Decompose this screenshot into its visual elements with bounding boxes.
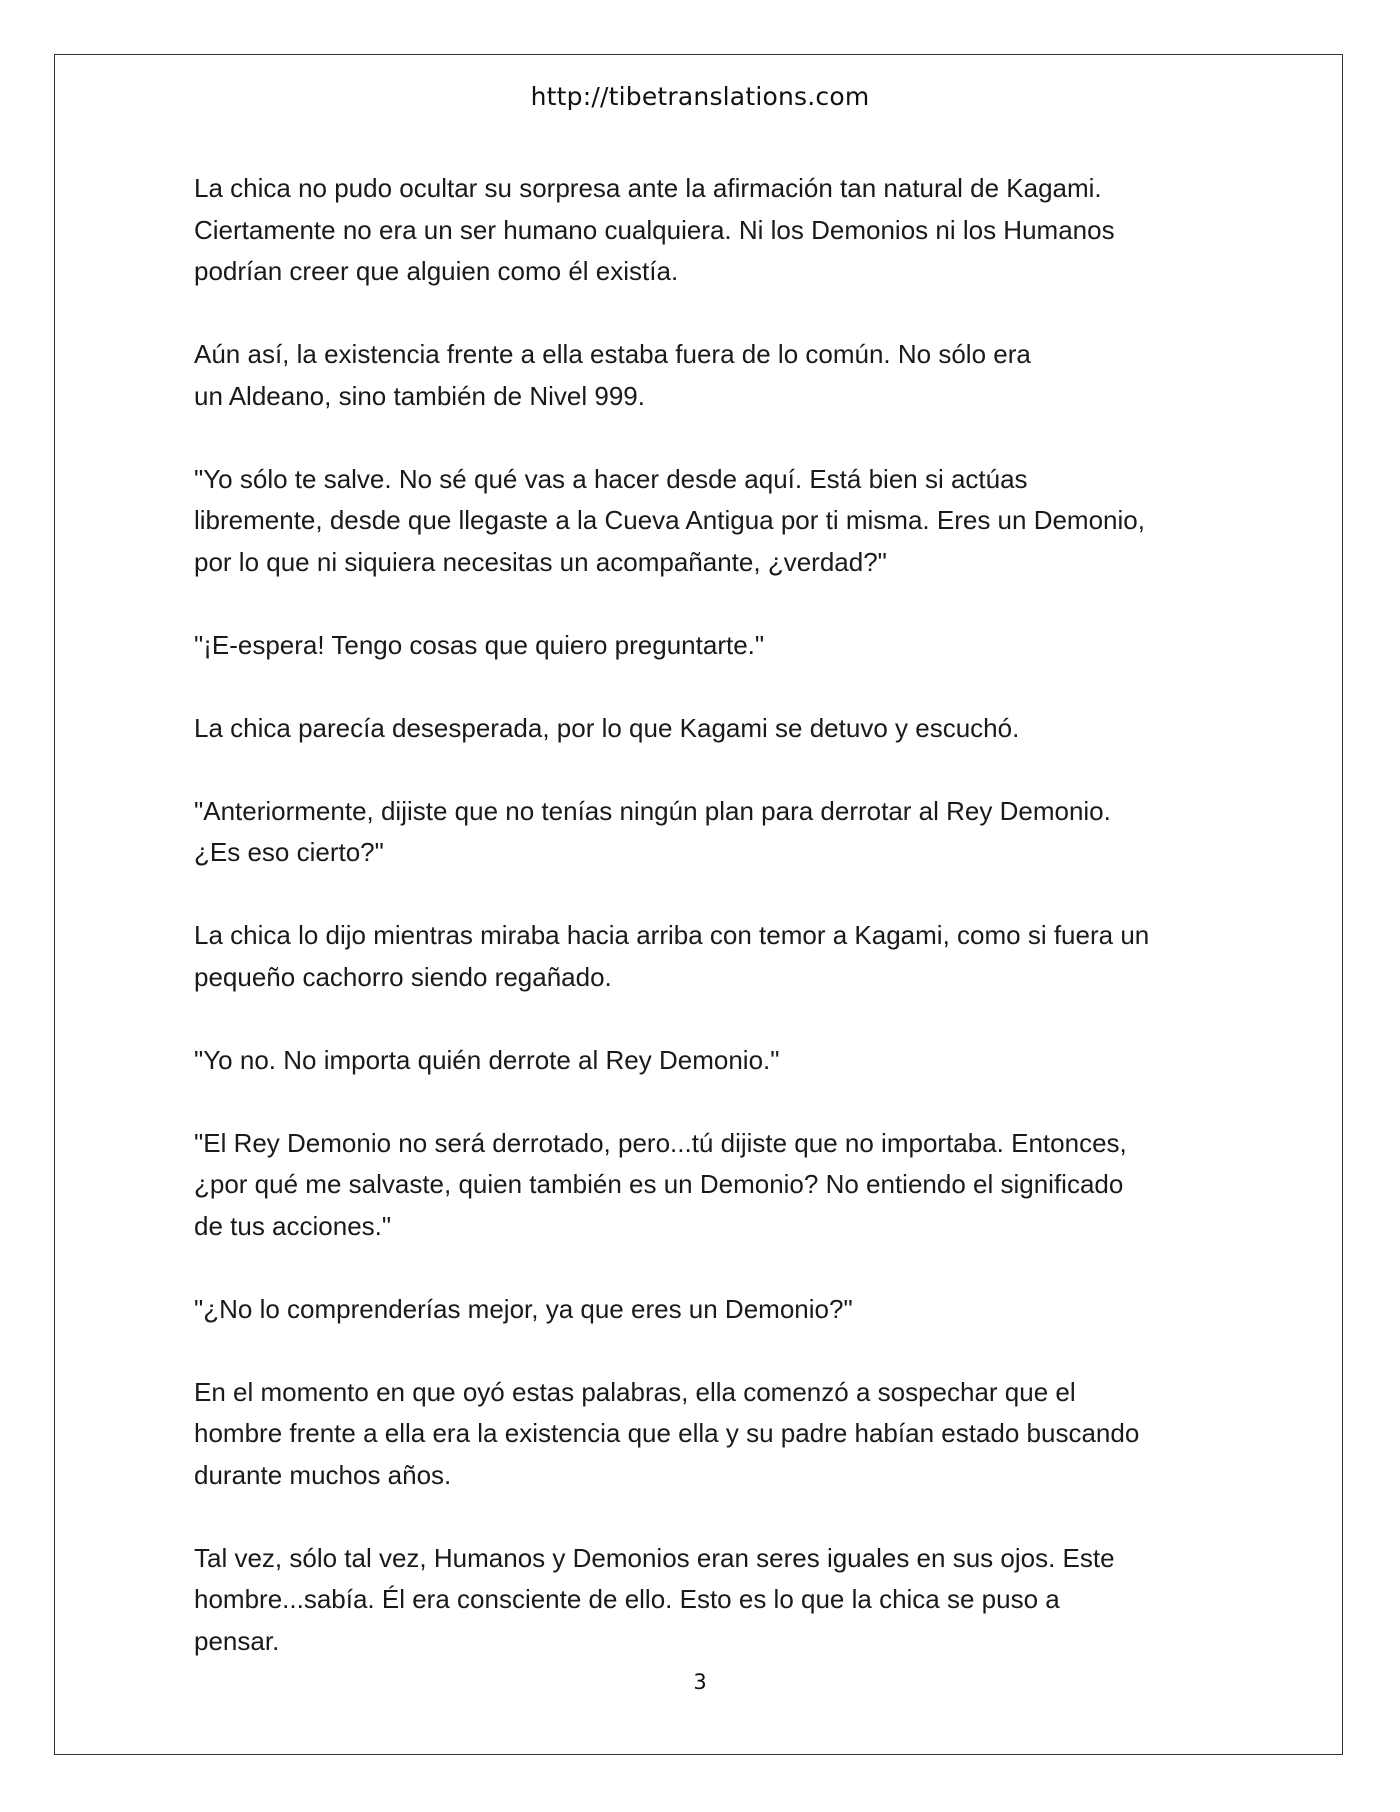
paragraph-line: Tal vez, sólo tal vez, Humanos y Demonios eran seres iguales en sus ojos. Este [194,1542,1115,1573]
paragraph-line: La chica no pudo ocultar su sorpresa ante la afirmación tan natural de Kagami. [194,173,1102,203]
paragraph [194,1123,1234,1248]
paragraph [194,1040,1234,1082]
paragraph-line: "Yo sólo te salve. No sé qué vas a hacer desde aquí. Está bien si actúas [194,463,1028,494]
paragraph-line: La chica lo dijo mientras miraba hacia arriba con temor a Kagami, como si fuera un [194,920,1150,950]
paragraph-line: En el momento en que oyó estas palabras, ella comenzó a sospechar que el [194,1376,1076,1407]
paragraph [194,334,1234,417]
header-url: http://tibetranslations.com [530,82,870,111]
paragraph-line: hombre frente a ella era la existencia que ella y su padre habían estado buscando [194,1418,1140,1448]
paragraph [194,1538,1234,1663]
paragraph-line: "Anteriormente, dijiste que no tenías ningún plan para derrotar al Rey Demonio. [194,795,1111,826]
paragraph-line: Ciertamente no era un ser humano cualquiera. Ni los Demonios ni los Humanos [194,214,1115,245]
paragraph-line: ¿por qué me salvaste, quien también es un Demonio? No entiendo el significado [194,1169,1124,1199]
body-text [194,168,1234,1704]
paragraph [194,1372,1234,1497]
paragraph [194,915,1234,998]
paragraph-line: por lo que ni siquiera necesitas un acompañante, ¿verdad?" [194,546,887,577]
paragraph-line: ¿Es eso cierto?" [194,837,384,867]
paragraph-line: Aún así, la existencia frente a ella estaba fuera de lo común. No sólo era [194,339,1031,369]
paragraph-line: un Aldeano, sino también de Nivel 999. [194,380,645,411]
paragraph-line: podrían creer que alguien como él existía. [194,256,679,286]
paragraph-line: "El Rey Demonio no será derrotado, pero...tú dijiste que no importaba. Entonces, [194,1127,1127,1158]
paragraph-line: pensar. [194,1625,280,1656]
paragraph [194,1289,1234,1331]
paragraph-line: libremente, desde que llegaste a la Cueva Antigua por ti misma. Eres un Demonio, [194,505,1145,535]
paragraph [194,625,1234,667]
paragraph-line: pequeño cachorro siendo regañado. [194,961,612,992]
paragraph [194,791,1234,874]
paragraph-line: "¡E-espera! Tengo cosas que quiero preguntarte." [194,629,765,660]
paragraph [194,459,1234,584]
paragraph-line: La chica parecía desesperada, por lo que Kagami se detuvo y escuchó. [194,712,1020,743]
page-number: 3 [693,1670,707,1694]
paragraph-line: "¿No lo comprenderías mejor, ya que eres un Demonio?" [194,1293,853,1324]
paragraph [194,168,1234,293]
paragraph-line: de tus acciones." [194,1210,392,1241]
paragraph-line: durante muchos años. [194,1459,452,1490]
paragraph [194,708,1234,750]
paragraph-line: hombre...sabía. Él era consciente de ello. Esto es lo que la chica se puso a [194,1584,1060,1614]
paragraph-line: "Yo no. No importa quién derrote al Rey Demonio." [194,1044,780,1075]
